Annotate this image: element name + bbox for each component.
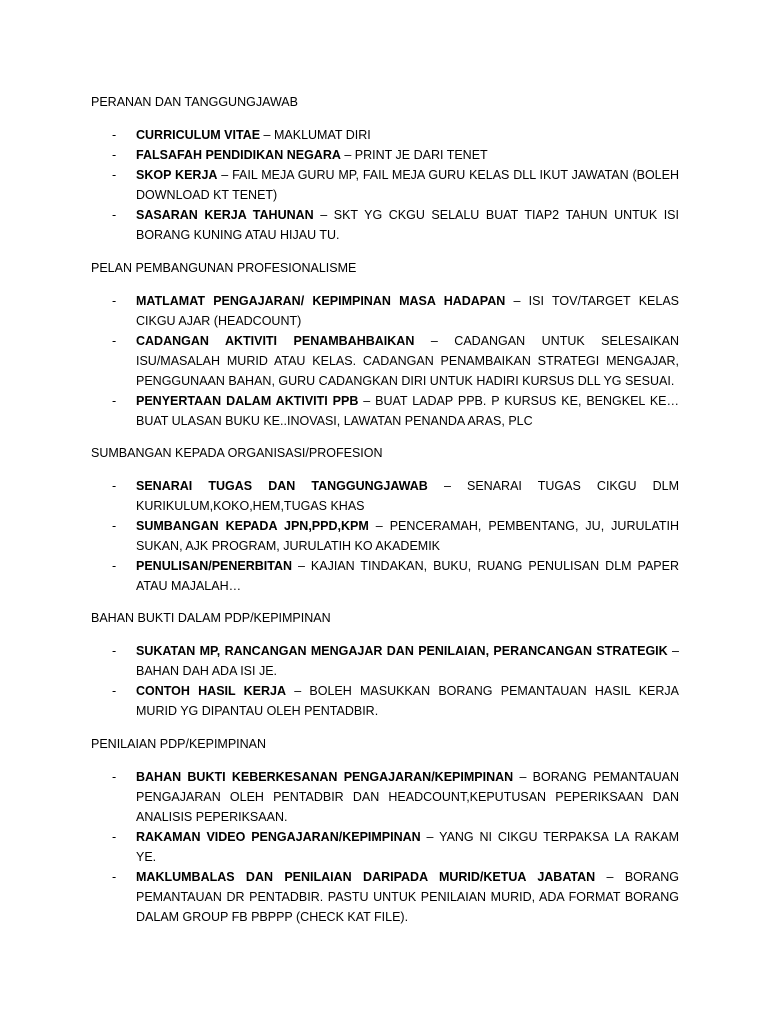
item-lead: SUKATAN MP, RANCANGAN MENGAJAR DAN PENILAIAN, PERANCANGAN STRATEGIK <box>136 644 668 658</box>
item-lead: SASARAN KERJA TAHUNAN <box>136 208 314 222</box>
bullet-dash: - <box>112 208 117 222</box>
list-item <box>91 391 679 431</box>
bullet-dash: - <box>112 870 117 884</box>
section-heading: PELAN PEMBANGUNAN PROFESIONALISME <box>91 261 357 275</box>
bullet-dash: - <box>112 684 117 698</box>
list-item <box>91 145 679 165</box>
item-text: – PRINT JE DARI TENET <box>340 148 488 162</box>
bullet-dash: - <box>112 519 117 533</box>
bullet-dash: - <box>112 770 117 784</box>
bullet-dash: - <box>112 559 117 573</box>
item-lead: PENYERTAAN DALAM AKTIVITI PPB <box>136 394 359 408</box>
section-peranan <box>91 92 679 245</box>
section-heading: PENILAIAN PDP/KEPIMPINAN <box>91 737 267 751</box>
list-item <box>91 125 679 145</box>
item-text: – ISI TOV/TARGET KELAS CIKGU AJAR (HEADCOUNT) <box>136 294 679 328</box>
section-heading: PERANAN DAN TANGGUNGJAWAB <box>91 95 298 109</box>
item-text: – SKT YG CKGU SELALU BUAT TIAP2 TAHUN UNTUK ISI BORANG KUNING ATAU HIJAU TU. <box>136 208 679 242</box>
bullet-dash: - <box>112 644 117 658</box>
list-item <box>91 516 679 556</box>
list-item <box>91 291 679 331</box>
bullet-list <box>91 291 679 431</box>
item-text: – KAJIAN TINDAKAN, BUKU, RUANG PENULISAN DLM PAPER ATAU MAJALAH… <box>136 559 679 593</box>
item-lead: RAKAMAN VIDEO PENGAJARAN/KEPIMPINAN <box>136 830 421 844</box>
bullet-dash: - <box>112 334 117 348</box>
item-text: – YANG NI CIKGU TERPAKSA LA RAKAM YE. <box>136 830 679 864</box>
bullet-dash: - <box>112 294 117 308</box>
bullet-list <box>91 476 679 596</box>
section-sumbangan <box>91 443 679 596</box>
item-lead: BAHAN BUKTI KEBERKESANAN PENGAJARAN/KEPIMPINAN <box>136 770 514 784</box>
item-lead: MATLAMAT PENGAJARAN/ KEPIMPINAN MASA HADAPAN <box>136 294 506 308</box>
item-text: – PENCERAMAH, PEMBENTANG, JU, JURULATIH SUKAN, AJK PROGRAM, JURULATIH KO AKADEMIK <box>136 519 679 553</box>
list-item <box>91 556 679 596</box>
item-text: – BOLEH MASUKKAN BORANG PEMANTAUAN HASIL KERJA MURID YG DIPANTAU OLEH PENTADBIR. <box>136 684 680 718</box>
section-penilaian <box>91 734 679 927</box>
section-heading: SUMBANGAN KEPADA ORGANISASI/PROFESION <box>91 446 383 460</box>
item-lead: CADANGAN AKTIVITI PENAMBAHBAIKAN <box>136 334 415 348</box>
item-lead: MAKLUMBALAS DAN PENILAIAN DARIPADA MURID/KETUA JABATAN <box>136 870 596 884</box>
list-item <box>91 641 679 681</box>
item-lead: FALSAFAH PENDIDIKAN NEGARA <box>136 148 341 162</box>
item-lead: SENARAI TUGAS DAN TANGGUNGJAWAB <box>136 479 428 493</box>
list-item <box>91 767 679 827</box>
item-lead: SKOP KERJA <box>136 168 218 182</box>
item-lead: CURRICULUM VITAE <box>136 128 261 142</box>
bullet-dash: - <box>112 168 117 182</box>
item-lead: CONTOH HASIL KERJA <box>136 684 287 698</box>
bullet-dash: - <box>112 830 117 844</box>
section-heading: BAHAN BUKTI DALAM PDP/KEPIMPINAN <box>91 611 331 625</box>
list-item <box>91 476 679 516</box>
section-bahan-bukti <box>91 608 679 721</box>
bullet-list <box>91 641 679 721</box>
bullet-list <box>91 125 679 245</box>
bullet-dash: - <box>112 479 117 493</box>
item-text: – BORANG PEMANTAUAN PENGAJARAN OLEH PENTADBIR DAN HEADCOUNT,KEPUTUSAN PEPERIKSAAN DAN ANALISIS PEPERIKSAAN. <box>136 770 679 824</box>
bullet-list <box>91 767 679 927</box>
item-text: – BORANG PEMANTAUAN DR PENTADBIR. PASTU UNTUK PENILAIAN MURID, ADA FORMAT BORANG DALAM GROUP FB PBPPP (CHECK KAT FILE). <box>136 870 679 924</box>
list-item <box>91 867 679 927</box>
list-item <box>91 165 679 205</box>
item-text: – BUAT LADAP PPB. P KURSUS KE, BENGKEL KE…BUAT ULASAN BUKU KE..INOVASI, LAWATAN PENANDA ARAS, PLC <box>136 394 679 428</box>
item-text: – FAIL MEJA GURU MP, FAIL MEJA GURU KELAS DLL IKUT JAWATAN (BOLEH DOWNLOAD KT TENET) <box>136 168 679 202</box>
bullet-dash: - <box>112 128 117 142</box>
bullet-dash: - <box>112 148 117 162</box>
item-text: – CADANGAN UNTUK SELESAIKAN ISU/MASALAH MURID ATAU KELAS. CADANGAN PENAMBAIKAN STRATEGI MENGAJAR, PENGGUNAAN BAHAN, GURU CADANGKAN DIRI UNTUK HADIRI KURSUS DLL YG SESUAI. <box>136 334 679 388</box>
item-lead: SUMBANGAN KEPADA JPN,PPD,KPM <box>136 519 369 533</box>
bullet-dash: - <box>112 394 117 408</box>
list-item <box>91 827 679 867</box>
item-lead: PENULISAN/PENERBITAN <box>136 559 293 573</box>
list-item <box>91 331 679 391</box>
list-item <box>91 205 679 245</box>
item-text: – SENARAI TUGAS CIKGU DLM KURIKULUM,KOKO,HEM,TUGAS KHAS <box>136 479 679 513</box>
list-item <box>91 681 679 721</box>
section-pelan <box>91 258 679 431</box>
item-text: – MAKLUMAT DIRI <box>260 128 371 142</box>
item-text: – BAHAN DAH ADA ISI JE. <box>136 644 679 678</box>
